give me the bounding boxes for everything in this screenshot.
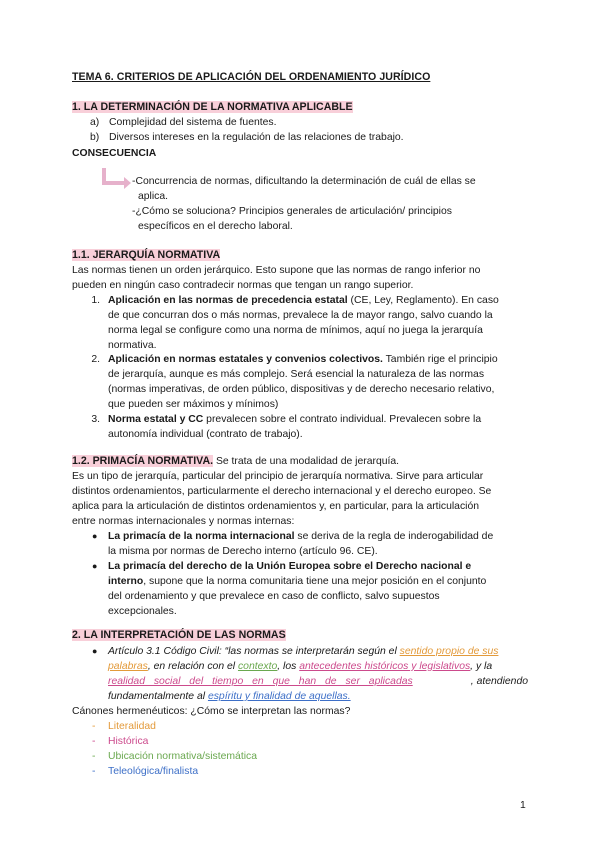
list-marker-b: b) bbox=[90, 132, 100, 143]
arrow-icon-bar bbox=[102, 181, 126, 185]
section-1-heading: 1. LA DETERMINACIÓN DE LA NORMATIVA APLICABLE bbox=[72, 101, 353, 113]
bullet-1-line-2: la misma por normas de Derecho interno (artículo 96. CE). bbox=[108, 546, 378, 557]
item-1-line-1: Aplicación en las normas de precedencia estatal (CE, Ley, Reglamento). En caso bbox=[108, 295, 499, 306]
bullet-2-line-3: del ordenamiento y que prevalece en caso de conflicto, salvo supuestos bbox=[108, 591, 440, 602]
item-3-number: 3. bbox=[91, 414, 100, 425]
arrow-right-icon bbox=[124, 177, 131, 189]
item-1-number: 1. bbox=[91, 295, 100, 306]
bullet-2-line-1: La primacía del derecho de la Unión Europea sobre el Derecho nacional e bbox=[108, 561, 472, 572]
item-3-line-1: Norma estatal y CC prevalecen sobre el contrato individual. Prevalecen sobre la bbox=[108, 414, 482, 425]
list-marker-a: a) bbox=[90, 117, 100, 128]
bullet-icon: ● bbox=[92, 561, 98, 571]
item-2-line-2: de jerarquía, aunque es más complejo. Será esencial la naturaleza de las normas bbox=[108, 369, 485, 380]
item-2-line-4: que pueden ser máximos y mínimos) bbox=[108, 399, 279, 410]
section-1-1-heading: 1.1. JERARQUÍA NORMATIVA bbox=[72, 249, 221, 261]
bullet-1-line-1: La primacía de la norma internacional se deriva de la regla de inderogabilidad de bbox=[108, 531, 494, 542]
item-2-line-1: Aplicación en normas estatales y convenios colectivos. También rige el principio bbox=[108, 354, 498, 365]
quote-line-4: fundamentalmente al espíritu y finalidad de aquellas. bbox=[108, 691, 351, 702]
dash-icon: - bbox=[92, 751, 96, 762]
quote-line-1: Artículo 3.1 Código Civil: “las normas se interpretarán según el sentido propio de sus bbox=[108, 646, 499, 657]
list-item-a: Complejidad del sistema de fuentes. bbox=[109, 117, 277, 128]
s12-para-line-1: Es un tipo de jerarquía, particular del principio de jerarquía normativa. Sirve para articular bbox=[72, 471, 484, 482]
bullet-2-line-4: excepcionales. bbox=[108, 606, 177, 617]
bullet-icon: ● bbox=[92, 646, 98, 656]
s11-intro-line-1: Las normas tienen un orden jerárquico. Esto supone que las normas de rango inferior no bbox=[72, 265, 481, 276]
list-item-b: Diversos intereses en la regulación de las relaciones de trabajo. bbox=[109, 132, 404, 143]
consequence-1-line-2: aplica. bbox=[138, 191, 169, 202]
item-2-number: 2. bbox=[91, 354, 100, 365]
item-1-line-4: normativa. bbox=[108, 340, 157, 351]
bullet-2-line-2: interno, supone que la norma comunitaria tiene una mejor posición en el conjunto bbox=[108, 576, 487, 587]
bullet-icon: ● bbox=[92, 531, 98, 541]
canones-line: Cánones hermenéuticos: ¿Cómo se interpretan las normas? bbox=[72, 706, 351, 717]
quote-line-3: realidad social del tiempo en que han de ser aplicadas , atendiendo bbox=[108, 676, 528, 687]
s12-para-line-2: distintos ordenamientos, particularmente el derecho internacional y el derecho europeo. Se bbox=[72, 486, 492, 497]
dash-icon: - bbox=[92, 766, 96, 777]
section-1-2-heading: 1.2. PRIMACÍA NORMATIVA. Se trata de una modalidad de jerarquía. bbox=[72, 455, 400, 467]
consequence-2-line-2: específicos en el derecho laboral. bbox=[138, 221, 293, 232]
quote-line-2: palabras, en relación con el contexto, los antecedentes históricos y legislativos, y la bbox=[108, 661, 493, 672]
s11-intro-line-2: pueden en ningún caso contradecir normas que tengan un rango superior. bbox=[72, 280, 414, 291]
item-2-line-3: (normas imperativas, de orden público, dispositivas y de derecho necesario relativo, bbox=[108, 384, 495, 395]
s12-para-line-3: aplica para la articulación de distintos ordenamientos y, en particular, para la articulación bbox=[72, 501, 479, 512]
page-number: 1 bbox=[520, 800, 526, 811]
consequence-2-line-1: -¿Cómo se soluciona? Principios generales de articulación/ principios bbox=[132, 206, 452, 217]
document-title: TEMA 6. CRITERIOS DE APLICACIÓN DEL ORDENAMIENTO JURÍDICO bbox=[72, 71, 431, 83]
dash-icon: - bbox=[92, 736, 96, 747]
section-2-heading: 2. LA INTERPRETACIÓN DE LAS NORMAS bbox=[72, 629, 286, 641]
consequence-1-line-1: -Concurrencia de normas, dificultando la determinación de cuál de ellas se bbox=[132, 176, 476, 187]
item-1-line-2: de que concurran dos o más normas, prevalece la de mayor rango, salvo cuando la bbox=[108, 310, 493, 321]
canon-item-sistematica: Ubicación normativa/sistemática bbox=[108, 751, 257, 762]
canon-item-literalidad: Literalidad bbox=[108, 721, 156, 732]
s12-para-line-4: entre normas internacionales y normas internas: bbox=[72, 516, 295, 527]
dash-icon: - bbox=[92, 721, 96, 732]
canon-item-teleologica: Teleológica/finalista bbox=[108, 766, 199, 777]
item-3-line-2: autonomía individual (contrato de trabajo). bbox=[108, 429, 303, 440]
consecuencia-label: CONSECUENCIA bbox=[72, 148, 157, 159]
item-1-line-3: norma legal se configure como una norma de mínimos, aquí no juega la jerarquía bbox=[108, 325, 483, 336]
canon-item-historica: Histórica bbox=[108, 736, 149, 747]
